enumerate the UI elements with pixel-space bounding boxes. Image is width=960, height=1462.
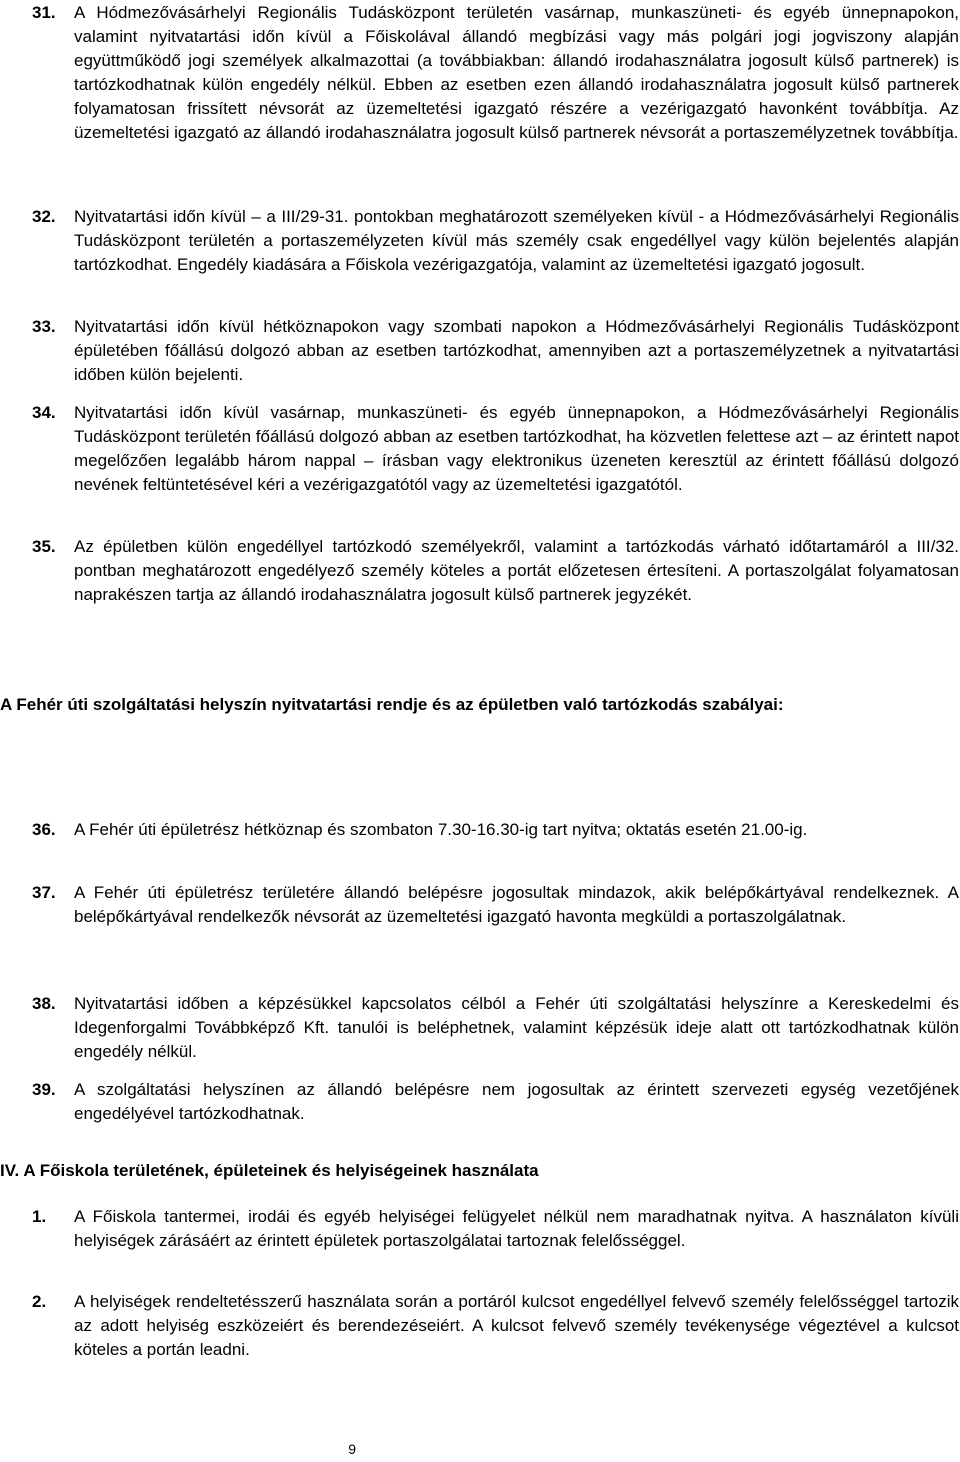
item-text: A szolgáltatási helyszínen az állandó belépésre nem jogosultak az érintett szervezeti egység vezetőjének engedélyével tartózkodhatnak. bbox=[74, 1080, 959, 1123]
section-title-text: A Főiskola területének, épületeinek és helyiségeinek használata bbox=[23, 1161, 539, 1180]
list-item-38 bbox=[0, 992, 960, 1064]
list-item-2 bbox=[0, 1290, 960, 1362]
item-number: 39. bbox=[32, 1080, 56, 1099]
item-text: Nyitvatartási időn kívül vasárnap, munkaszüneti- és egyéb ünnepnapokon, a Hódmezővásárhelyi Regionális Tudásközpont területén főállású dolgozó abban az esetben tartózkodhat, ha közvetlen felettese azt – az érintett napot megelőzően legalább három nappal – írásban vagy elektronikus üzeneten keresztül az érintett főállású dolgozó nevének feltüntetésével kéri a vezérigazgatótól vagy az üzemeltetési igazgatótól. bbox=[74, 403, 959, 494]
item-number: 36. bbox=[32, 820, 56, 839]
item-text: Nyitvatartási időben a képzésükkel kapcsolatos célból a Fehér úti szolgáltatási helyszínre a Kereskedelmi és Idegenforgalmi Továbbképző Kft. tanulói is beléphetnek, valamint képzésük ideje alatt ott tartózkodhatnak külön engedély nélkül. bbox=[74, 994, 959, 1061]
item-number: 38. bbox=[32, 994, 56, 1013]
section-number: IV. bbox=[0, 1161, 20, 1180]
item-text: A Fehér úti épületrész területére állandó belépésre jogosultak mindazok, akik belépőkártyával rendelkeznek. A belépőkártyával rendelkezők névsorát az üzemeltetési igazgató havonta megküldi a portaszolgálatnak. bbox=[74, 883, 959, 926]
item-text: A helyiségek rendeltetésszerű használata során a portáról kulcsot engedéllyel felvevő személy felelősséggel tartozik az adott helyiség eszközeiért és berendezéseiért. A kulcsot felvevő személy tevékenysége végeztével a kulcsot köteles a portán leadni. bbox=[74, 1292, 959, 1359]
list-item-36 bbox=[0, 818, 960, 842]
item-number: 34. bbox=[32, 403, 56, 422]
item-number: 1. bbox=[32, 1207, 47, 1226]
subheading: A Fehér úti szolgáltatási helyszín nyitvatartási rendje és az épületben való tartózkodás szabályai: bbox=[0, 695, 784, 714]
item-number: 37. bbox=[32, 883, 56, 902]
list-item-39 bbox=[0, 1078, 960, 1126]
list-item-37 bbox=[0, 881, 960, 929]
item-number: 31. bbox=[32, 3, 56, 22]
item-text: Nyitvatartási időn kívül hétköznapokon vagy szombati napokon a Hódmezővásárhelyi Regionális Tudásközpont épületében főállású dolgozó abban az esetben tartózkodhat, amennyiben azt a portaszemélyzetnek a nyitvatartási időben külön bejelenti. bbox=[74, 317, 959, 384]
item-text: A Fehér úti épületrész hétköznap és szombaton 7.30-16.30-ig tart nyitva; oktatás esetén 21.00-ig. bbox=[74, 820, 808, 839]
list-item-1 bbox=[0, 1205, 960, 1253]
item-number: 2. bbox=[32, 1292, 47, 1311]
item-number: 35. bbox=[32, 537, 56, 556]
item-text: A Főiskola tantermei, irodái és egyéb helyiségei felügyelet nélkül nem maradhatnak nyitva. A használaton kívüli helyiségek zárásáért az érintett épületek portaszolgálatai tartoznak felelősséggel. bbox=[74, 1207, 959, 1250]
item-number: 32. bbox=[32, 207, 56, 226]
item-number: 33. bbox=[32, 317, 56, 336]
item-text: Az épületben külön engedéllyel tartózkodó személyekről, valamint a tartózkodás várható időtartamáról a III/32. pontban meghatározott engedélyező személy köteles a portát előzetesen értesíteni. A portaszolgálat folyamatosan naprakészen tartja az állandó irodahasználatra jogosult külső partnerek jegyzékét. bbox=[74, 537, 959, 604]
item-text: A Hódmezővásárhelyi Regionális Tudásközpont területén vasárnap, munkaszüneti- és egyéb ünnepnapokon, valamint nyitvatartási időn kívül a Főiskolával állandó megbízási vagy más polgári jogi jogviszony alapján együttműködő jogi személyek alkalmazottai (a továbbiakban: állandó irodahasználatra jogosult külső partnerek) is tartózkodhatnak külön engedély nélkül. Ebben az esetben ezen állandó irodahasználatra jogosult külső partnerek folyamatosan frissített névsorát az üzemeltetési igazgató részére a vezérigazgató havonként továbbítja. Az üzemeltetési igazgató az állandó irodahasználatra jogosult külső partnerek névsorát a portaszemélyzetnek továbbítja. bbox=[74, 3, 959, 142]
section-title bbox=[0, 1159, 958, 1183]
list-item-34 bbox=[0, 401, 960, 497]
list-item-33 bbox=[0, 315, 960, 387]
list-item-35 bbox=[0, 535, 960, 607]
item-text: Nyitvatartási időn kívül – a III/29-31. pontokban meghatározott személyeken kívül - a Hódmezővásárhelyi Regionális Tudásközpont területén a portaszemélyzeten kívül más személy csak engedéllyel vagy külön bejelentés alapján tartózkodhat. Engedély kiadására a Főiskola vezérigazgatója, valamint az üzemeltetési igazgató jogosult. bbox=[74, 207, 959, 274]
page-number: 9 bbox=[348, 1441, 356, 1457]
list-item-32 bbox=[0, 205, 960, 277]
list-item-31 bbox=[0, 1, 960, 145]
